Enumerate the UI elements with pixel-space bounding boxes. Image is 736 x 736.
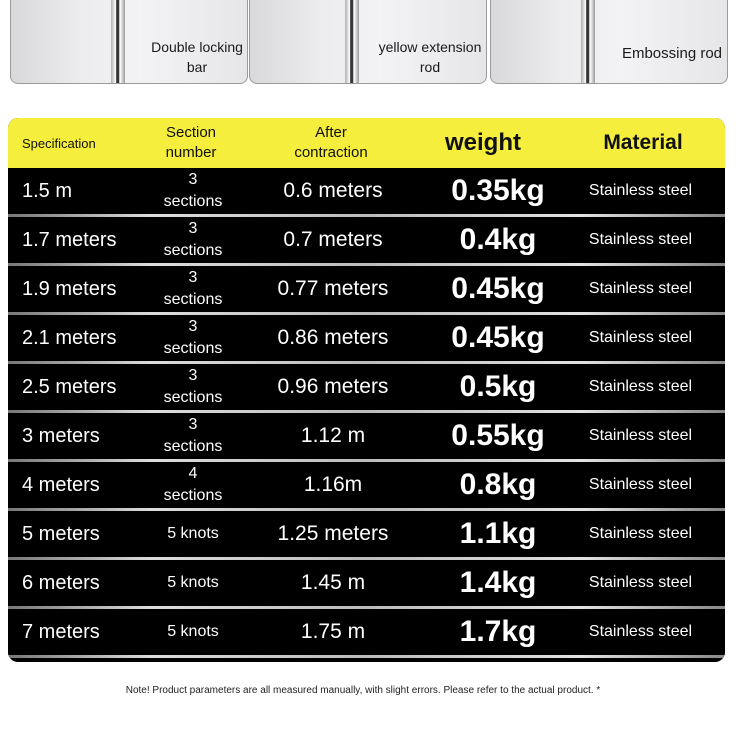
product-image-double-locking-bar xyxy=(10,0,248,84)
cell-material: Stainless steel xyxy=(588,525,693,542)
cell-after-contraction: 0.86 meters xyxy=(277,326,389,349)
cell-specification: 2.5 meters xyxy=(22,375,117,398)
cell-specification: 3 meters xyxy=(22,424,100,447)
header-material: Material xyxy=(603,131,683,154)
product-image-yellow-extension-rod xyxy=(249,0,487,84)
cell-after-contraction: 1.12 m xyxy=(300,424,366,447)
product-image-label: Double locking bar xyxy=(151,39,243,75)
table-row xyxy=(8,511,725,560)
cell-material: Stainless steel xyxy=(588,574,693,591)
cell-material: Stainless steel xyxy=(588,182,693,199)
cell-weight: 0.45kg xyxy=(451,321,545,354)
table-header xyxy=(8,118,725,168)
product-image-label: Embossing rod xyxy=(621,45,723,62)
cell-material: Stainless steel xyxy=(588,476,693,493)
cell-specification: 1.9 meters xyxy=(22,277,117,300)
cell-after-contraction: 1.16m xyxy=(303,473,363,496)
cell-weight: 0.8kg xyxy=(459,468,537,501)
header-after-contraction: After contraction xyxy=(294,124,368,161)
cell-material: Stainless steel xyxy=(588,280,693,297)
cell-after-contraction: 0.77 meters xyxy=(277,277,389,300)
product-image-embossing-rod xyxy=(490,0,728,84)
cell-material: Stainless steel xyxy=(588,623,693,640)
cell-specification: 6 meters xyxy=(22,571,100,594)
table-row xyxy=(8,560,725,609)
cell-specification: 2.1 meters xyxy=(22,326,117,349)
cell-weight: 1.4kg xyxy=(459,566,537,599)
cell-specification: 7 meters xyxy=(22,620,100,643)
cell-section-number: 5 knots xyxy=(167,525,219,542)
product-image-label: yellow extension rod xyxy=(378,39,482,75)
table-row xyxy=(8,315,725,364)
header-specification: Specification xyxy=(22,135,96,151)
table-row xyxy=(8,364,725,413)
table-row xyxy=(8,168,725,217)
cell-material: Stainless steel xyxy=(588,427,693,444)
cell-weight: 0.35kg xyxy=(451,174,545,207)
cell-section-number: 3 sections xyxy=(163,171,223,210)
table-row xyxy=(8,266,725,315)
cell-section-number: 5 knots xyxy=(167,623,219,640)
cell-after-contraction: 1.25 meters xyxy=(277,522,389,545)
cell-section-number: 3 sections xyxy=(163,416,223,455)
cell-material: Stainless steel xyxy=(588,378,693,395)
cell-weight: 0.4kg xyxy=(459,223,537,256)
cell-after-contraction: 0.7 meters xyxy=(283,228,383,251)
cell-after-contraction: 0.96 meters xyxy=(277,375,389,398)
rod-image xyxy=(345,0,359,83)
product-image-strip xyxy=(0,0,736,84)
header-section-number: Section number xyxy=(165,124,217,161)
cell-section-number: 3 sections xyxy=(163,367,223,406)
cell-specification: 1.7 meters xyxy=(22,228,117,251)
cell-material: Stainless steel xyxy=(588,231,693,248)
header-weight: weight xyxy=(445,129,521,156)
cell-section-number: 5 knots xyxy=(167,574,219,591)
table-row xyxy=(8,462,725,511)
cell-weight: 1.1kg xyxy=(459,517,537,550)
rod-image xyxy=(581,0,595,83)
cell-section-number: 3 sections xyxy=(163,220,223,259)
cell-specification: 5 meters xyxy=(22,522,100,545)
cell-weight: 1.7kg xyxy=(459,615,537,648)
cell-section-number: 3 sections xyxy=(163,318,223,357)
cell-weight: 0.5kg xyxy=(459,370,537,403)
cell-specification: 1.5 m xyxy=(22,179,73,202)
rod-image xyxy=(111,0,125,83)
cell-specification: 4 meters xyxy=(22,473,100,496)
cell-after-contraction: 0.6 meters xyxy=(283,179,383,202)
table-row xyxy=(8,413,725,462)
disclaimer-note: Note! Product parameters are all measured manually, with slight errors. Please refer to the actual product. * xyxy=(125,685,601,696)
cell-material: Stainless steel xyxy=(588,329,693,346)
cell-section-number: 3 sections xyxy=(163,269,223,308)
table-row xyxy=(8,217,725,266)
cell-after-contraction: 1.45 m xyxy=(300,571,366,594)
specification-table xyxy=(8,118,725,662)
cell-weight: 0.55kg xyxy=(451,419,545,452)
cell-section-number: 4 sections xyxy=(163,465,223,504)
cell-weight: 0.45kg xyxy=(451,272,545,305)
cell-after-contraction: 1.75 m xyxy=(300,620,366,643)
table-row xyxy=(8,609,725,658)
